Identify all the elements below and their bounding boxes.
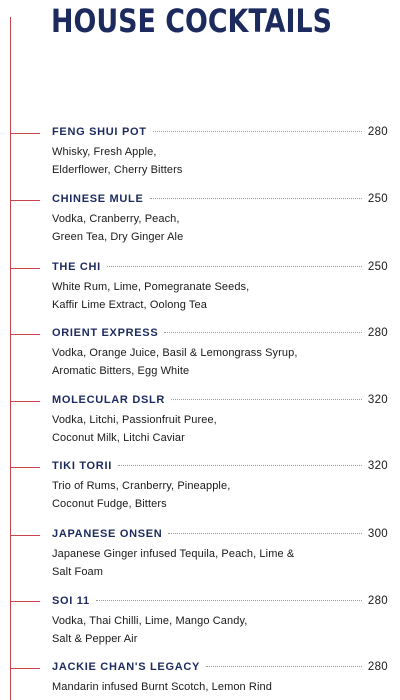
item-name: THE CHI <box>52 261 101 273</box>
item-connector <box>10 467 40 468</box>
item-description <box>52 612 388 648</box>
description-line: Salt Foam <box>52 566 104 578</box>
item-price: 280 <box>367 595 388 607</box>
dot-leader <box>153 131 362 132</box>
item-description <box>52 344 388 380</box>
dot-leader <box>168 533 361 534</box>
item-price: 280 <box>367 661 388 673</box>
item-name: TIKI TORII <box>52 460 112 472</box>
timeline-rule <box>10 17 11 700</box>
dot-leader <box>206 666 362 667</box>
description-line: Kaffir Lime Extract, Oolong Tea <box>52 299 207 311</box>
item-description <box>52 678 388 696</box>
item-description <box>52 411 388 447</box>
item-description <box>52 210 388 246</box>
dot-leader <box>164 332 362 333</box>
item-description <box>52 278 388 314</box>
dot-leader <box>96 600 362 601</box>
description-line: Vodka, Thai Chilli, Lime, Mango Candy, <box>52 615 248 627</box>
item-connector <box>10 668 40 669</box>
description-line: Whisky, Fresh Apple, <box>52 146 157 158</box>
item-name: JAPANESE ONSEN <box>52 528 163 540</box>
description-line: Vodka, Litchi, Passionfruit Puree, <box>52 414 217 426</box>
item-description <box>52 477 388 513</box>
dot-leader <box>150 198 362 199</box>
item-price: 280 <box>367 126 388 138</box>
item-price: 320 <box>367 394 388 406</box>
description-line: Coconut Fudge, Bitters <box>52 498 167 510</box>
dot-leader <box>118 465 362 466</box>
item-connector <box>10 601 40 602</box>
item-description <box>52 545 388 581</box>
item-price: 250 <box>367 193 388 205</box>
description-line: Mandarin infused Burnt Scotch, Lemon Rind <box>52 681 272 693</box>
menu-item <box>52 661 388 696</box>
item-name: FENG SHUI POT <box>52 126 147 138</box>
description-line: Vodka, Cranberry, Peach, <box>52 213 180 225</box>
item-name: ORIENT EXPRESS <box>52 327 159 339</box>
menu-item <box>52 126 388 179</box>
item-price: 300 <box>367 528 388 540</box>
dot-leader <box>171 399 362 400</box>
item-description <box>52 143 388 179</box>
menu-item <box>52 528 388 581</box>
item-name: CHINESE MULE <box>52 193 144 205</box>
page-title: HOUSE COCKTAILS <box>51 2 332 40</box>
item-price: 250 <box>367 261 388 273</box>
menu-item <box>52 394 388 447</box>
item-name: JACKIE CHAN'S LEGACY <box>52 661 201 673</box>
item-connector <box>10 268 40 269</box>
description-line: Elderflower, Cherry Bitters <box>52 164 183 176</box>
description-line: Vodka, Orange Juice, Basil & Lemongrass Syrup, <box>52 347 298 359</box>
item-connector <box>10 401 40 402</box>
description-line: Salt & Pepper Air <box>52 633 138 645</box>
description-line: Green Tea, Dry Ginger Ale <box>52 231 184 243</box>
item-name: MOLECULAR DSLR <box>52 394 166 406</box>
menu-item <box>52 193 388 246</box>
item-name: SOI 11 <box>52 595 90 607</box>
item-connector <box>10 334 40 335</box>
dot-leader <box>107 266 362 267</box>
item-price: 280 <box>367 327 388 339</box>
item-connector <box>10 535 40 536</box>
description-line: Coconut Milk, Litchi Caviar <box>52 432 185 444</box>
description-line: White Rum, Lime, Pomegranate Seeds, <box>52 281 250 293</box>
item-connector <box>10 133 40 134</box>
description-line: Japanese Ginger infused Tequila, Peach, Lime & <box>52 548 295 560</box>
menu-item <box>52 460 388 513</box>
menu-item <box>52 327 388 380</box>
description-line: Trio of Rums, Cranberry, Pineapple, <box>52 480 231 492</box>
item-connector <box>10 200 40 201</box>
item-price: 320 <box>367 460 388 472</box>
description-line: Aromatic Bitters, Egg White <box>52 365 190 377</box>
menu-item <box>52 261 388 314</box>
menu-item <box>52 595 388 648</box>
